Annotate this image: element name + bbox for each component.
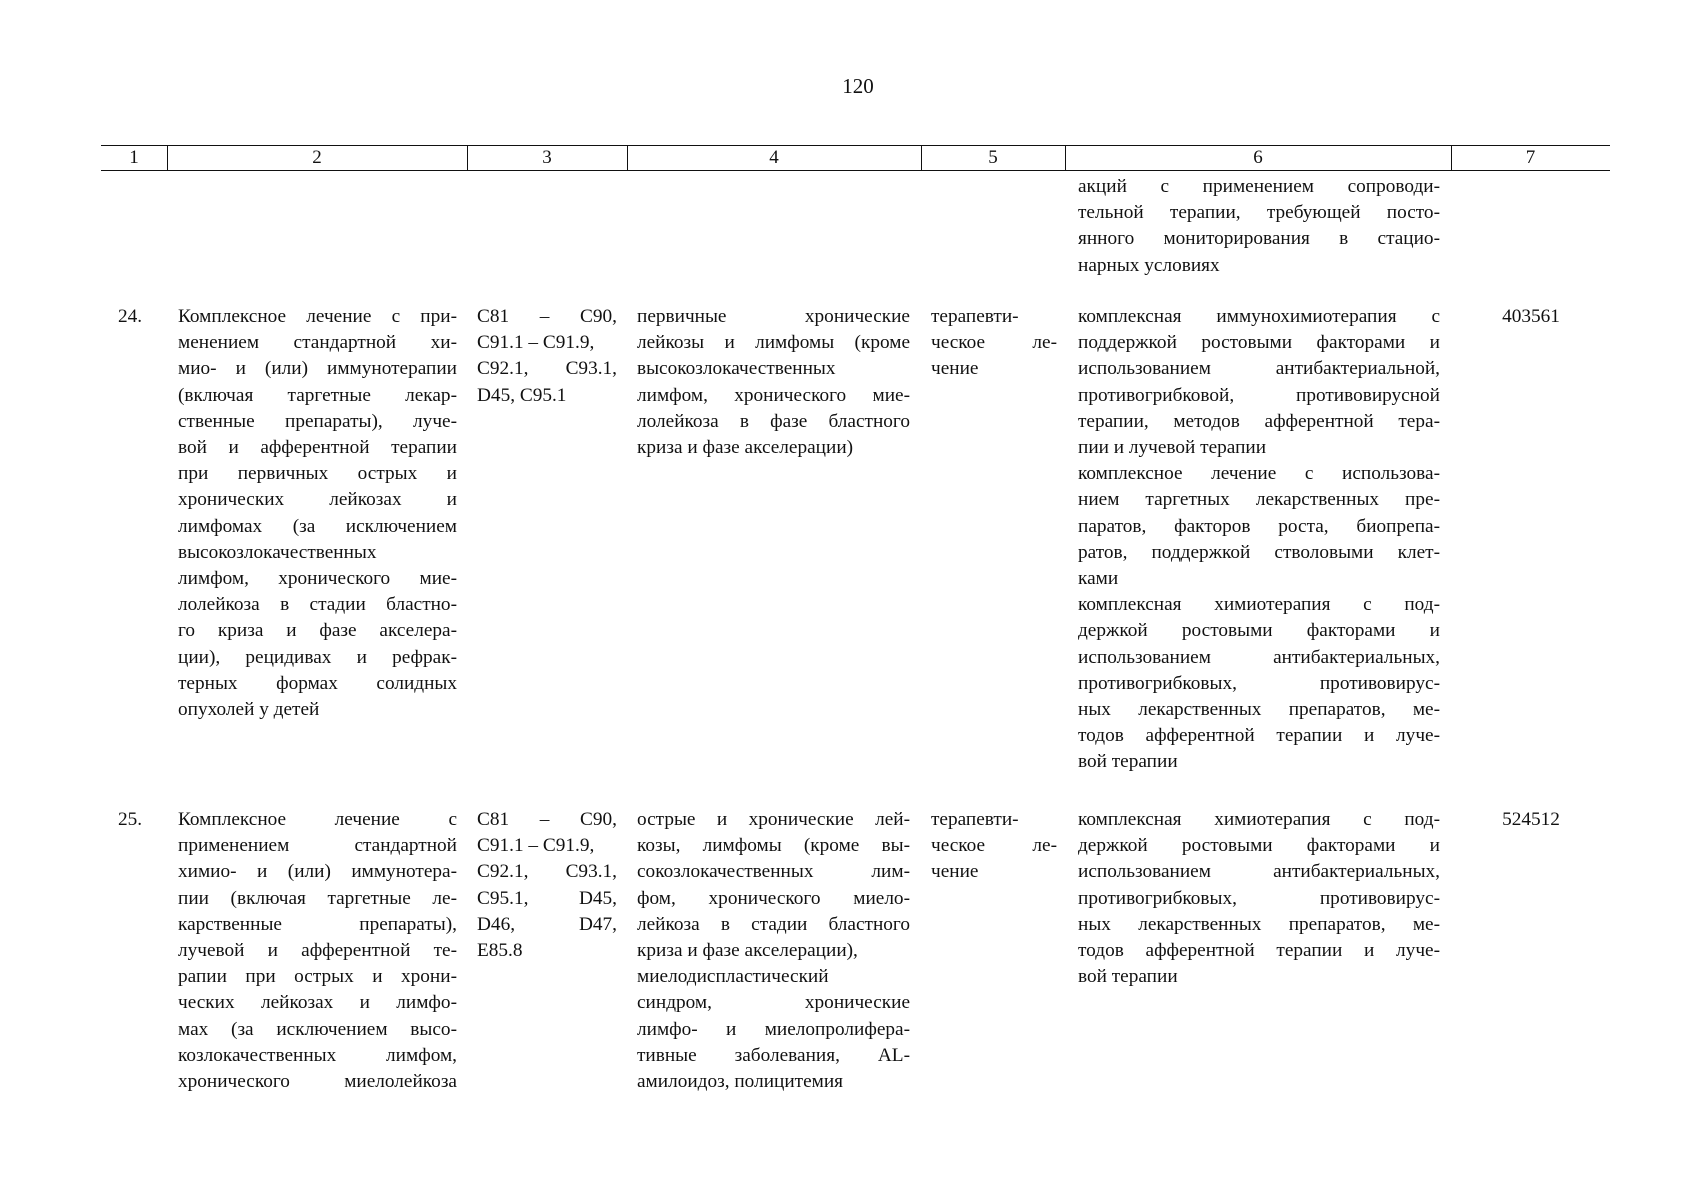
text-line: терапевти- [931, 809, 1019, 830]
text-line: химио- и (или) иммунотера- [178, 861, 457, 883]
text-line: противогрибковых, противовирус- [1078, 672, 1440, 694]
text-line: лимфомах (за исключением [178, 515, 457, 537]
text-line: ственные препараты), луче- [178, 410, 457, 432]
text-line: сокозлокачественных лим- [637, 861, 910, 883]
text-line: миелодиспластический [637, 966, 829, 988]
header-col-6: 6 [1253, 147, 1263, 168]
row-25-treatment-method [1078, 807, 1440, 990]
text-line: терапевти- [931, 306, 1019, 327]
text-line: при первичных острых и [178, 463, 457, 485]
text-line: лучевой и афферентной те- [178, 940, 457, 962]
header-col-5: 5 [988, 147, 998, 168]
row-24-method-name [178, 304, 457, 723]
row-24-treatment-type [931, 304, 1057, 383]
text-line: чение [931, 358, 979, 380]
text-line: C92.1, C93.1, [477, 861, 617, 883]
text-line: Комплексное лечение с [178, 809, 457, 830]
text-line: высокозлокачественных [637, 358, 836, 380]
text-line: противогрибковой, противовирусной [1078, 384, 1440, 406]
text-line: лейкозы и лимфомы (кроме [637, 332, 910, 354]
text-line: пии (включая таргетные ле- [178, 887, 457, 909]
text-line: комплексное лечение с использова- [1078, 463, 1440, 485]
text-line: C81 – C90, [477, 306, 617, 327]
text-line: лейкоза в стадии бластного [637, 913, 910, 935]
text-line: комплексная иммунохимиотерапия с [1078, 306, 1440, 327]
header-col-4: 4 [769, 147, 779, 168]
text-line: карственные препараты), [178, 913, 457, 935]
text-line: хронических лейкозах и [178, 489, 457, 511]
text-line: ных лекарственных препаратов, ме- [1078, 913, 1440, 935]
text-line: терных формах солидных [178, 672, 457, 694]
header-col-7: 7 [1525, 147, 1536, 168]
text-line: ками [1078, 568, 1119, 590]
text-line: ческих лейкозах и лимфо- [178, 992, 457, 1014]
text-line: пии и лучевой терапии [1078, 437, 1267, 459]
text-line: ческое ле- [931, 835, 1057, 857]
text-line: лолейкоза в стадии бластно- [178, 594, 457, 616]
text-line: тодов афферентной терапии и луче- [1078, 725, 1440, 747]
text-line: менением стандартной хи- [178, 332, 457, 354]
text-line: ческое ле- [931, 332, 1057, 354]
text-line: (включая таргетные лекар- [178, 384, 457, 406]
text-line: лимфом, хронического мие- [178, 568, 457, 590]
text-line: синдром, хронические [637, 992, 910, 1014]
row-25-patient-model [637, 807, 910, 1095]
text-line: опухолей у детей [178, 699, 320, 721]
row-number: 25. [118, 809, 143, 830]
header-col-2: 2 [312, 147, 322, 168]
text-line: ных лекарственных препаратов, ме- [1078, 699, 1440, 721]
text-line: козы, лимфомы (кроме вы- [637, 835, 910, 857]
text-line: C91.1 – C91.9, [477, 835, 595, 857]
text-line: ции), рецидивах и рефрак- [178, 646, 457, 668]
text-line: C92.1, C93.1, [477, 358, 617, 380]
text-line: C95.1, D45, [477, 887, 617, 909]
text-line: Комплексное лечение с при- [178, 306, 457, 327]
row-25-method-name [178, 807, 457, 1095]
text-line: козлокачественных лимфом, [178, 1044, 457, 1066]
text-line: мио- и (или) иммунотерапии [178, 358, 457, 380]
text-line: использованием антибактериальной, [1078, 358, 1440, 380]
text-line: E85.8 [477, 940, 523, 962]
text-line: высокозлокачественных [178, 541, 377, 563]
text-line: C81 – C90, [477, 809, 617, 830]
header-col-1: 1 [129, 147, 139, 168]
page-number: 120 [842, 74, 874, 98]
text-line: лимфом, хронического мие- [637, 384, 910, 406]
text-line: C91.1 – C91.9, [477, 332, 595, 354]
row-25-icd-codes [477, 807, 617, 964]
text-line: тивные заболевания, AL- [637, 1044, 910, 1066]
row-24-cost: 403561 [1502, 306, 1560, 327]
text-line: применением стандартной [178, 835, 457, 857]
text-line: го криза и фазе акселера- [178, 620, 457, 642]
text-line: держкой ростовыми факторами и [1078, 620, 1440, 642]
text-line: D45, C95.1 [477, 384, 567, 406]
text-line: тельной терапии, требующей посто- [1078, 202, 1440, 224]
continuation-treatment-text [1078, 174, 1440, 279]
text-line: нарных условиях [1078, 254, 1220, 276]
text-line: D46, D47, [477, 913, 617, 935]
text-line: тодов афферентной терапии и луче- [1078, 940, 1440, 962]
text-line: вой терапии [1078, 751, 1178, 773]
text-line: ратов, поддержкой стволовыми клет- [1078, 541, 1440, 563]
text-line: использованием антибактериальных, [1078, 861, 1440, 883]
text-line: хронического миелолейкоза [178, 1071, 457, 1093]
text-line: янного мониторирования в стацио- [1078, 228, 1440, 250]
text-line: лолейкоза в фазе бластного [637, 410, 910, 432]
table-header-row [101, 145, 1610, 171]
text-line: использованием антибактериальных, [1078, 646, 1440, 668]
text-line: держкой ростовыми факторами и [1078, 835, 1440, 857]
text-line: первичные хронические [637, 306, 910, 327]
text-line: поддержкой ростовыми факторами и [1078, 332, 1440, 354]
text-line: мах (за исключением высо- [178, 1018, 457, 1040]
text-line: вой терапии [1078, 966, 1178, 988]
text-line: комплексная химиотерапия с под- [1078, 809, 1440, 830]
text-line: рапии при острых и хрони- [178, 966, 457, 988]
header-col-3: 3 [542, 147, 552, 168]
text-line: паратов, факторов роста, биопрепа- [1078, 515, 1440, 537]
text-line: акций с применением сопроводи- [1078, 176, 1440, 197]
row-25-cost: 524512 [1502, 809, 1560, 830]
row-24-patient-model [637, 304, 910, 461]
row-24-icd-codes [477, 304, 617, 409]
text-line: комплексная химиотерапия с под- [1078, 594, 1440, 616]
text-line: криза и фазе акселерации) [637, 437, 854, 459]
text-line: чение [931, 861, 979, 883]
row-24-treatment-method [1078, 304, 1440, 776]
text-line: противогрибковых, противовирус- [1078, 887, 1440, 909]
text-line: острые и хронические лей- [637, 809, 910, 830]
row-25-treatment-type [931, 807, 1057, 886]
text-line: терапии, методов афферентной тера- [1078, 410, 1440, 432]
text-line: амилоидоз, полицитемия [637, 1071, 844, 1093]
text-line: нием таргетных лекарственных пре- [1078, 489, 1440, 511]
text-line: лимфо- и миелопролифера- [637, 1018, 910, 1040]
text-line: фом, хронического миело- [637, 887, 910, 909]
row-number: 24. [118, 306, 143, 327]
text-line: криза и фазе акселерации), [637, 940, 858, 962]
text-line: вой и афферентной терапии [178, 437, 457, 459]
